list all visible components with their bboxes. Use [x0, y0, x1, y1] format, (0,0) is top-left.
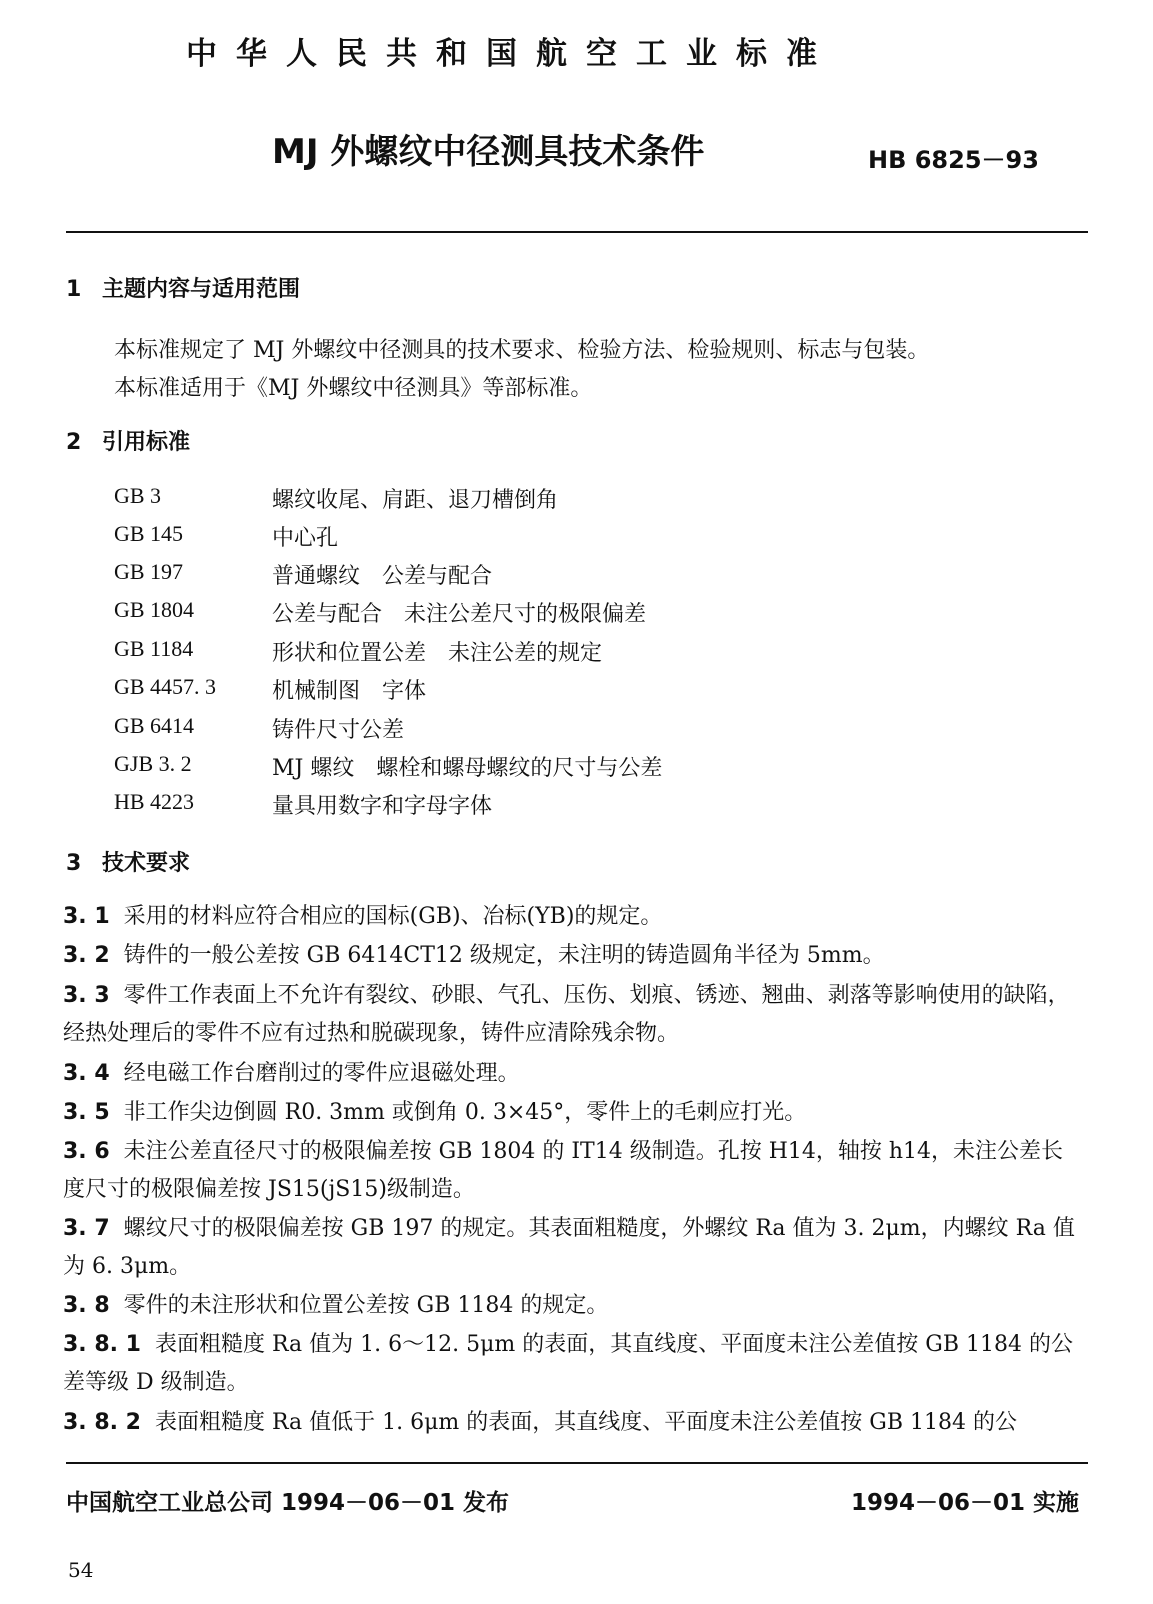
clause-text: 经电磁工作台磨削过的零件应退磁处理。 — [123, 1061, 520, 1086]
clause-text: 未注公差直径尺寸的极限偏差按 GB 1804 的 IT14 级制造。孔按 H14，轴按 h14，未注公差长度尺寸的极限偏差按 JS15(jS15)级制造。 — [63, 1139, 1064, 1202]
standard-number: HB 6825－93 — [868, 146, 1039, 174]
clause-text: 表面粗糙度 Ra 值低于 1. 6μm 的表面，其直线度、平面度未注公差值按 GB 1184 的公 — [154, 1410, 1017, 1435]
section-number: 3 — [66, 851, 82, 876]
reference-code: GB 145 — [114, 521, 184, 546]
section-title: 技术要求 — [102, 851, 191, 876]
header-rule — [66, 231, 1088, 233]
clause — [63, 937, 1083, 975]
section-1-heading — [66, 272, 300, 303]
document-title: MJ 外螺纹中径测具技术条件 — [272, 132, 705, 172]
clause-number: 3. 1 — [63, 904, 110, 929]
section-1-paragraph: 本标准规定了 MJ 外螺纹中径测具的技术要求、检验方法、检验规则、标志与包装。 — [114, 338, 930, 363]
clause-number: 3. 8. 1 — [63, 1332, 141, 1357]
footer-rule — [66, 1462, 1088, 1464]
reference-name: 中心孔 — [272, 526, 339, 551]
reference-name: 普通螺纹 公差与配合 — [272, 564, 493, 589]
reference-name: 量具用数字和字母字体 — [272, 794, 493, 819]
effective-date: 1994－06－01 实施 — [850, 1490, 1079, 1516]
clause-number: 3. 7 — [63, 1216, 110, 1241]
clause-text: 零件工作表面上不允许有裂纹、砂眼、气孔、压伤、划痕、锈迹、翘曲、剥落等影响使用的缺陷，经热处理后的零件不应有过热和脱碳现象，铸件应清除残余物。 — [63, 983, 1070, 1046]
section-title: 主题内容与适用范围 — [102, 277, 301, 302]
clause-number: 3. 5 — [63, 1100, 110, 1125]
reference-code: GB 1184 — [114, 636, 194, 661]
reference-name: 公差与配合 未注公差尺寸的极限偏差 — [272, 602, 647, 627]
clause-number: 3. 8 — [63, 1293, 110, 1318]
clause — [63, 1133, 1083, 1209]
page-number: 54 — [68, 1558, 94, 1582]
clause-number: 3. 8. 2 — [63, 1410, 141, 1435]
clause — [63, 1326, 1083, 1402]
reference-name: 螺纹收尾、肩距、退刀槽倒角 — [272, 488, 559, 513]
clause-text: 零件的未注形状和位置公差按 GB 1184 的规定。 — [123, 1293, 609, 1318]
reference-name: 形状和位置公差 未注公差的规定 — [272, 641, 603, 666]
clause-text: 螺纹尺寸的极限偏差按 GB 197 的规定。其表面粗糙度，外螺纹 Ra 值为 3. 2μm，内螺纹 Ra 值为 6. 3μm。 — [63, 1216, 1075, 1279]
clause-number: 3. 3 — [63, 983, 110, 1008]
clause-number: 3. 2 — [63, 943, 110, 968]
reference-name: 机械制图 字体 — [272, 679, 427, 704]
org-title: 中华人民共和国航空工业标准 — [186, 36, 836, 72]
clause-text: 非工作尖边倒圆 R0. 3mm 或倒角 0. 3×45°，零件上的毛刺应打光。 — [123, 1100, 807, 1125]
clause-text: 铸件的一般公差按 GB 6414CT12 级规定，未注明的铸造圆角半径为 5mm。 — [123, 943, 885, 968]
clause — [63, 1287, 1083, 1325]
clause — [63, 977, 1083, 1053]
section-title: 引用标准 — [102, 430, 191, 455]
reference-code: GB 1804 — [114, 597, 195, 622]
clause-number: 3. 4 — [63, 1061, 110, 1086]
clause-number: 3. 6 — [63, 1139, 110, 1164]
reference-name: 铸件尺寸公差 — [272, 718, 405, 743]
clause — [63, 1094, 1083, 1132]
section-1-paragraph: 本标准适用于《MJ 外螺纹中径测具》等部标准。 — [114, 376, 593, 401]
reference-code: GJB 3. 2 — [114, 751, 192, 776]
reference-code: GB 4457. 3 — [114, 674, 217, 699]
clause — [63, 1210, 1083, 1286]
reference-name: MJ 螺纹 螺栓和螺母螺纹的尺寸与公差 — [272, 756, 663, 781]
clause — [63, 898, 1083, 936]
reference-code: GB 6414 — [114, 713, 195, 738]
reference-code: GB 3 — [114, 483, 162, 508]
clause — [63, 1055, 1083, 1093]
section-number: 2 — [66, 430, 82, 455]
issuer-line: 中国航空工业总公司 1994－06－01 发布 — [66, 1490, 510, 1516]
section-2-heading — [66, 425, 190, 456]
clause-text: 采用的材料应符合相应的国标(GB)、冶标(YB)的规定。 — [123, 904, 663, 929]
clause — [63, 1404, 1083, 1442]
section-number: 1 — [66, 277, 82, 302]
reference-code: HB 4223 — [114, 789, 195, 814]
reference-code: GB 197 — [114, 559, 184, 584]
section-3-heading — [66, 846, 190, 877]
clause-text: 表面粗糙度 Ra 值为 1. 6～12. 5μm 的表面，其直线度、平面度未注公差值按 GB 1184 的公差等级 D 级制造。 — [63, 1332, 1073, 1395]
